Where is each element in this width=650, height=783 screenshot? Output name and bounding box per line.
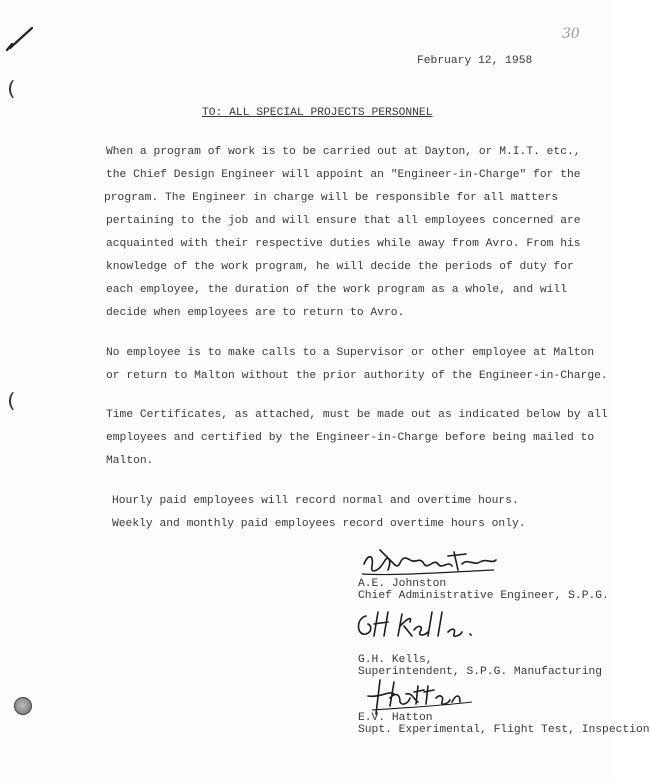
paragraph-line: Weekly and monthly paid employees record overtime hours only. [112,518,526,530]
paragraph-line: employees and certified by the Engineer-in-Charge before being mailed to [106,432,595,444]
paragraph-line: acquainted with their respective duties while away from Avro. From his [106,238,581,250]
binder-hole-bottom [14,697,32,715]
paragraph-line: Hourly paid employees will record normal and overtime hours. [112,495,519,507]
paragraph-line: decide when employees are to return to Avro. [106,307,405,319]
paragraph-line: Malton. [106,455,154,467]
signatory-title: Superintendent, S.P.G. Manufacturing [358,666,603,678]
binder-hole-top [9,78,26,100]
signature-johnston [358,542,498,582]
signatory-title: Chief Administrative Engineer, S.P.G. [358,590,609,602]
memo-heading: TO: ALL SPECIAL PROJECTS PERSONNEL [202,107,433,119]
signatory-title: Supt. Experimental, Flight Test, Inspection [358,724,650,736]
signature-kells [352,608,512,642]
paragraph-line: When a program of work is to be carried out at Dayton, or M.I.T. etc., [106,146,581,158]
signatory-name: E.V. Hatton [358,712,433,724]
paragraph-line: knowledge of the work program, he will decide the periods of duty for [106,261,574,273]
paragraph-line: the Chief Design Engineer will appoint an "Engineer-in-Charge" for the [106,169,581,181]
paragraph-line: Time Certificates, as attached, must be made out as indicated below by all [106,409,608,421]
page-mark: 30 [562,26,580,42]
paragraph-line: or return to Malton without the prior authority of the Engineer-in-Charge. [106,370,608,382]
paragraph-line: pertaining to the job and will ensure that all employees concerned are [106,215,581,227]
signatory-name: G.H. Kells, [358,654,433,666]
binder-hole-middle [9,390,26,412]
signature-hatton [360,676,490,716]
paragraph-line: each employee, the duration of the work program as a whole, and will [106,284,567,296]
paragraph-line: No employee is to make calls to a Supervisor or other employee at Malton [106,347,595,359]
memo-date: February 12, 1958 [417,55,533,67]
signatory-name: A.E. Johnston [358,578,447,590]
check-mark-icon [4,24,38,56]
paragraph-line: program. The Engineer in charge will be responsible for all matters [104,192,559,204]
